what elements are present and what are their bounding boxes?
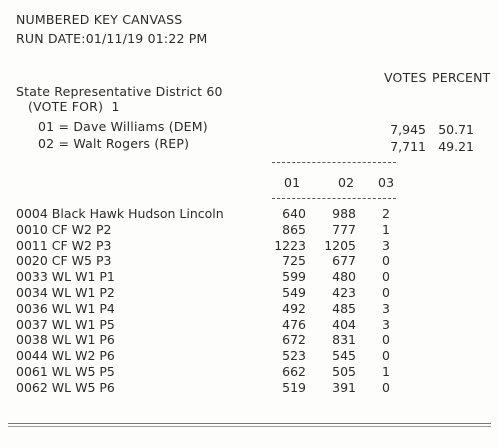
precinct-votes-01: 492 (282, 300, 306, 316)
precinct-votes-03: 2 (382, 206, 390, 221)
precinct-votes-02: 545 (332, 348, 356, 364)
precinct-votes-01: 599 (282, 269, 306, 285)
precinct-votes-01: 549 (282, 284, 306, 300)
precinct-votes-02: 777 (332, 221, 356, 237)
table-row (0, 253, 499, 269)
precinct-votes-03: 1 (382, 221, 390, 237)
table-row (0, 348, 499, 364)
precinct-name: 0036 WL W1 P4 (16, 300, 115, 316)
votes-header: VOTES (384, 70, 427, 85)
precinct-votes-03: 0 (382, 269, 390, 285)
precinct-name: 0044 WL W2 P6 (16, 348, 115, 364)
precinct-votes-01: 725 (282, 253, 306, 269)
candidate-2-votes: 7,711 (390, 139, 426, 154)
precinct-votes-02: 423 (332, 284, 356, 300)
candidate-2-label: 02 = Walt Rogers (REP) (38, 136, 190, 151)
precinct-votes-03: 0 (382, 348, 390, 364)
precinct-votes-02: 480 (332, 269, 356, 285)
precinct-votes-02: 404 (332, 316, 356, 332)
column-header-top-dashes (272, 162, 396, 163)
precinct-votes-03: 0 (382, 284, 390, 300)
precinct-name: 0038 WL W1 P6 (16, 332, 115, 348)
table-row (0, 301, 499, 317)
precinct-name: 0004 Black Hawk Hudson Lincoln (16, 206, 224, 221)
precinct-name: 0033 WL W1 P1 (16, 269, 115, 285)
table-row (0, 380, 499, 396)
precinct-name: 0061 WL W5 P5 (16, 363, 115, 379)
precinct-votes-03: 3 (382, 316, 390, 332)
table-row (0, 269, 499, 285)
precinct-votes-02: 677 (332, 253, 356, 269)
column-header-01: 01 (284, 175, 301, 190)
table-row (0, 238, 499, 254)
precinct-votes-02: 988 (332, 206, 356, 221)
table-row (0, 332, 499, 348)
vote-for: (VOTE FOR) 1 (28, 99, 120, 114)
column-header-bottom-dashes (272, 198, 396, 199)
table-row (0, 364, 499, 380)
precinct-votes-03: 0 (382, 379, 390, 395)
precinct-votes-03: 1 (382, 363, 390, 379)
candidate-1-percent: 50.71 (438, 122, 474, 137)
precinct-votes-01: 640 (282, 206, 306, 221)
precinct-votes-03: 3 (382, 300, 390, 316)
precinct-votes-02: 505 (332, 363, 356, 379)
table-row (0, 206, 499, 222)
table-row (0, 222, 499, 238)
precinct-name: 0034 WL W1 P2 (16, 284, 115, 300)
run-date: RUN DATE:01/11/19 01:22 PM (16, 31, 208, 46)
precinct-votes-02: 1205 (324, 237, 356, 253)
precinct-name: 0011 CF W2 P3 (16, 237, 112, 253)
precinct-votes-01: 476 (282, 316, 306, 332)
precinct-votes-01: 672 (282, 332, 306, 348)
precinct-votes-03: 0 (382, 253, 390, 269)
race-name: State Representative District 60 (16, 84, 223, 99)
precinct-votes-01: 519 (282, 379, 306, 395)
precinct-votes-02: 391 (332, 379, 356, 395)
precinct-votes-01: 523 (282, 348, 306, 364)
column-header-03: 03 (378, 175, 395, 190)
candidate-1-votes: 7,945 (390, 122, 426, 137)
precinct-name: 0020 CF W5 P3 (16, 253, 112, 269)
precinct-votes-02: 831 (332, 332, 356, 348)
bottom-rule (8, 423, 491, 424)
precinct-votes-01: 865 (282, 221, 306, 237)
precinct-votes-01: 1223 (274, 237, 306, 253)
precinct-votes-03: 3 (382, 237, 390, 253)
report-title: NUMBERED KEY CANVASS (16, 12, 183, 27)
precinct-votes-01: 662 (282, 363, 306, 379)
precinct-name: 0010 CF W2 P2 (16, 221, 112, 237)
candidate-1-label: 01 = Dave Williams (DEM) (38, 119, 208, 134)
table-row (0, 317, 499, 333)
column-header-02: 02 (338, 175, 355, 190)
precinct-name: 0062 WL W5 P6 (16, 379, 115, 395)
precinct-table (0, 206, 499, 396)
table-row (0, 285, 499, 301)
candidate-2-percent: 49.21 (438, 139, 474, 154)
precinct-name: 0037 WL W1 P5 (16, 316, 115, 332)
percent-header: PERCENT (432, 70, 491, 85)
precinct-votes-02: 485 (332, 300, 356, 316)
precinct-votes-03: 0 (382, 332, 390, 348)
bottom-rule-2 (8, 426, 491, 427)
